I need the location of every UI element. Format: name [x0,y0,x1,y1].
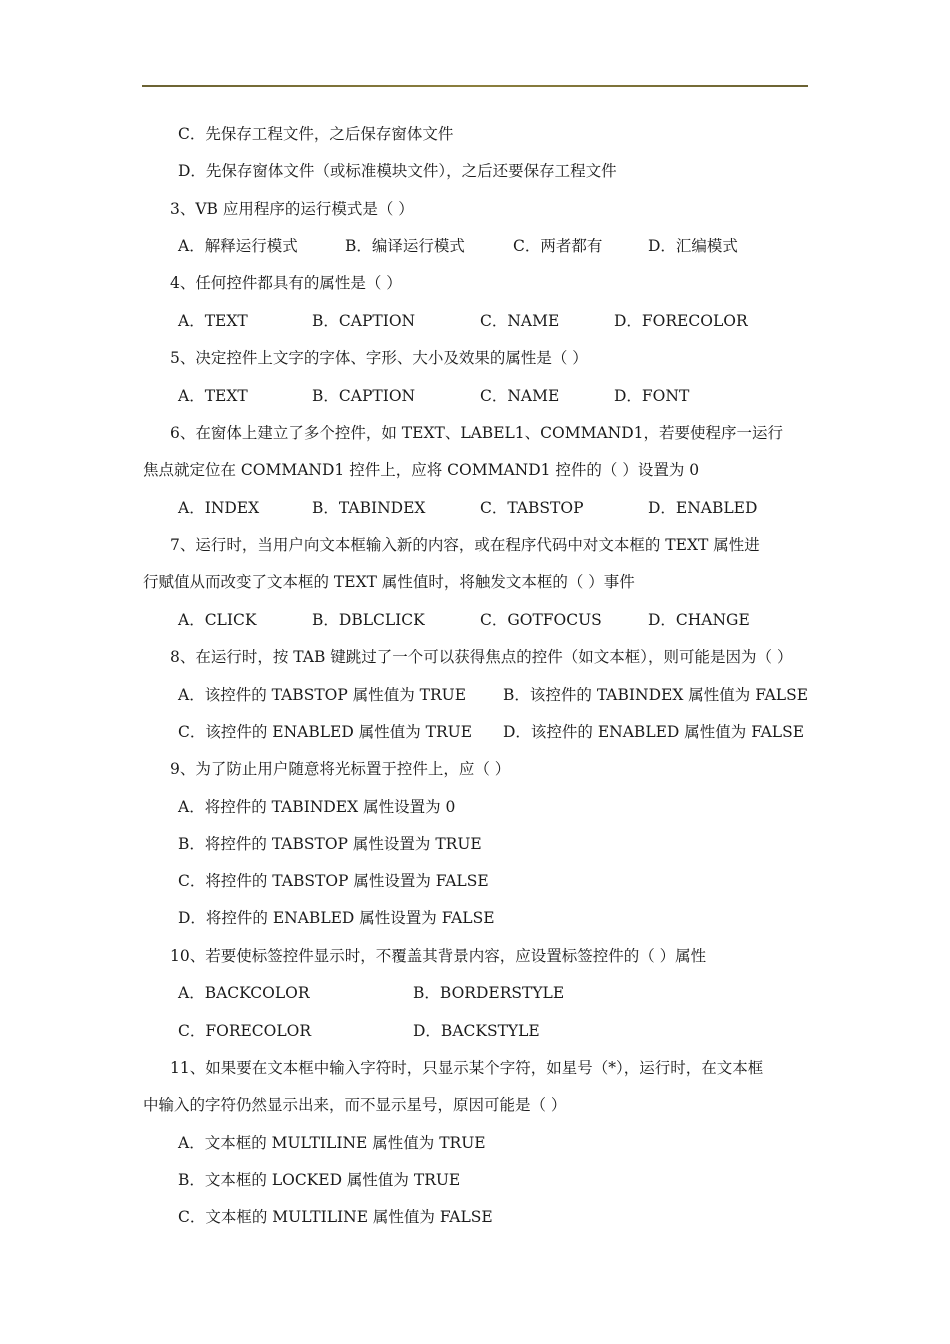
q2-option-d: D．先保存窗体文件（或标准模块文件），之后还要保存工程文件 [178,162,617,180]
q7-option-a: A．CLICK [178,611,257,629]
q3-option-a: A．解释运行模式 [178,237,298,255]
q10-option-b: B．BORDERSTYLE [413,984,565,1002]
q5-option-a: A．TEXT [178,387,248,405]
q4-option-c: C．NAME [480,312,560,330]
q3-option-b: B．编译运行模式 [345,237,465,255]
q5-option-c: C．NAME [480,387,560,405]
q10-option-d: D．BACKSTYLE [413,1022,540,1040]
q9-option-b: B．将控件的 TABSTOP 属性设置为 TRUE [178,835,482,853]
q11-option-c: C．文本框的 MULTILINE 属性值为 FALSE [178,1208,493,1226]
q6-stem-line1: 6、在窗体上建立了多个控件，如 TEXT、LABEL1、COMMAND1，若要使程序一运行 [170,424,784,442]
q9-stem: 9、为了防止用户随意将光标置于控件上，应（ ） [170,760,511,778]
q11-stem-line2: 中输入的字符仍然显示出来，而不显示星号，原因可能是（ ） [143,1096,567,1114]
q8-option-a: A．该控件的 TABSTOP 属性值为 TRUE [178,686,467,704]
q6-option-c: C．TABSTOP [480,499,584,517]
q11-option-b: B．文本框的 LOCKED 属性值为 TRUE [178,1171,461,1189]
q4-option-a: A．TEXT [178,312,248,330]
q8-option-b: B．该控件的 TABINDEX 属性值为 FALSE [503,686,809,704]
q8-stem: 8、在运行时，按 TAB 键跳过了一个可以获得焦点的控件（如文本框），则可能是因为（ ） [170,648,793,666]
q6-option-d: D．ENABLED [648,499,758,517]
q3-stem: 3、VB 应用程序的运行模式是（ ） [170,200,414,218]
q6-option-a: A．INDEX [178,499,260,517]
q10-option-c: C．FORECOLOR [178,1022,312,1040]
q7-option-b: B．DBLCLICK [312,611,425,629]
q4-option-b: B．CAPTION [312,312,416,330]
q4-stem: 4、任何控件都具有的属性是（ ） [170,274,402,292]
q9-option-a: A．将控件的 TABINDEX 属性设置为 0 [178,798,456,816]
q4-option-d: D．FORECOLOR [614,312,748,330]
q3-option-c: C．两者都有 [513,237,603,255]
q7-stem-line2: 行赋值从而改变了文本框的 TEXT 属性值时，将触发文本框的（ ）事件 [143,573,635,591]
q8-option-d: D．该控件的 ENABLED 属性值为 FALSE [503,723,805,741]
q10-stem: 10、若要使标签控件显示时，不覆盖其背景内容，应设置标签控件的（ ）属性 [170,947,707,965]
q7-option-c: C．GOTFOCUS [480,611,602,629]
q11-stem-line1: 11、如果要在文本框中输入字符时，只显示某个字符，如星号（*），运行时，在文本框 [170,1059,764,1077]
q5-option-d: D．FONT [614,387,690,405]
q9-option-c: C．将控件的 TABSTOP 属性设置为 FALSE [178,872,489,890]
q10-option-a: A．BACKCOLOR [178,984,310,1002]
q2-option-c: C．先保存工程文件，之后保存窗体文件 [178,125,454,143]
q3-option-d: D．汇编模式 [648,237,738,255]
q9-option-d: D．将控件的 ENABLED 属性设置为 FALSE [178,909,495,927]
header-rule [142,85,808,87]
q8-option-c: C．该控件的 ENABLED 属性值为 TRUE [178,723,473,741]
q11-option-a: A．文本框的 MULTILINE 属性值为 TRUE [178,1134,486,1152]
q6-stem-line2: 焦点就定位在 COMMAND1 控件上，应将 COMMAND1 控件的（ ）设置为 0 [143,461,700,479]
q7-option-d: D．CHANGE [648,611,750,629]
q5-stem: 5、决定控件上文字的字体、字形、大小及效果的属性是（ ） [170,349,588,367]
q6-option-b: B．TABINDEX [312,499,426,517]
q7-stem-line1: 7、运行时，当用户向文本框输入新的内容，或在程序代码中对文本框的 TEXT 属性进 [170,536,760,554]
q5-option-b: B．CAPTION [312,387,416,405]
